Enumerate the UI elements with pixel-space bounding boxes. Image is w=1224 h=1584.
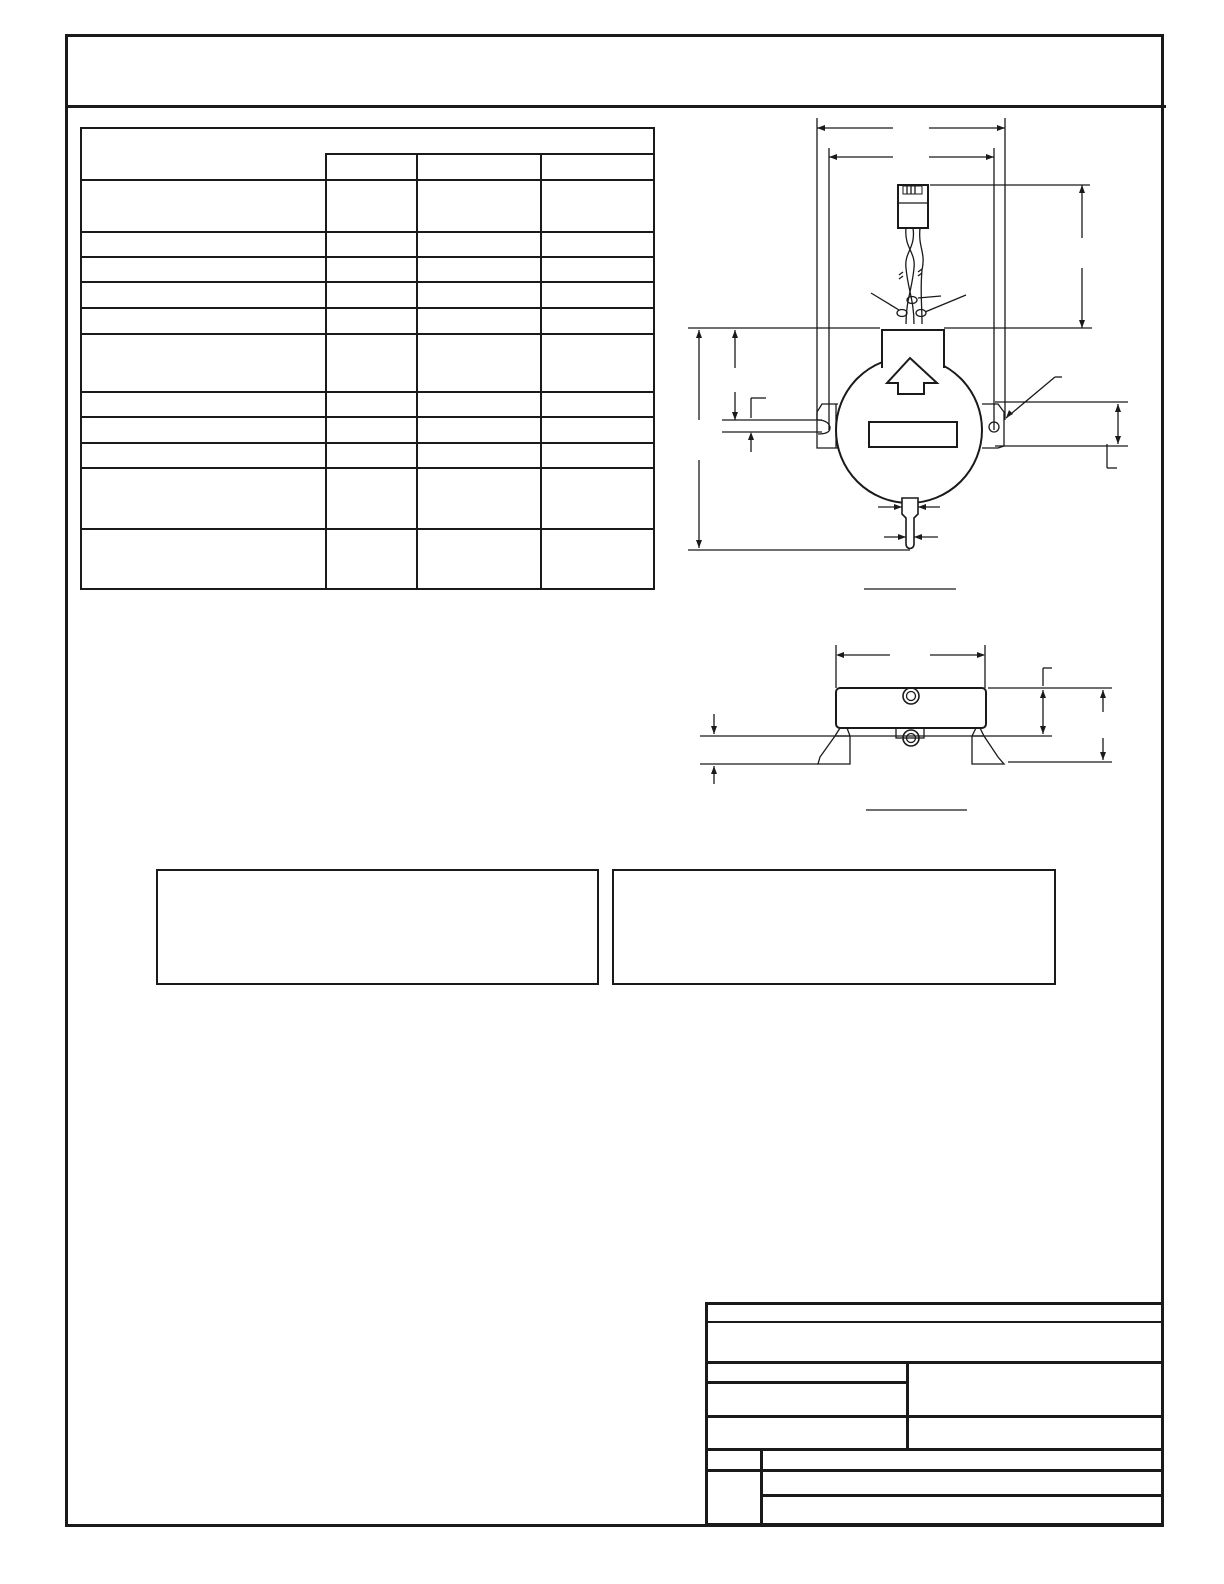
front-view-label [864, 572, 956, 588]
title-block-field [763, 1451, 1161, 1469]
title-block-field [909, 1418, 1161, 1448]
title-block-field [708, 1364, 906, 1381]
title-block-field [763, 1497, 1161, 1523]
title-block-field [708, 1323, 1161, 1361]
title-block-field [708, 1451, 760, 1469]
side-view-label [866, 793, 967, 809]
title-block-rule [705, 1469, 1164, 1472]
title-block-field [909, 1364, 1161, 1415]
title-block-field [708, 1384, 906, 1415]
title-block-field [708, 1305, 1161, 1321]
note-box-right [612, 869, 1056, 985]
title-block-field [708, 1418, 906, 1448]
note-box-left [156, 869, 599, 985]
